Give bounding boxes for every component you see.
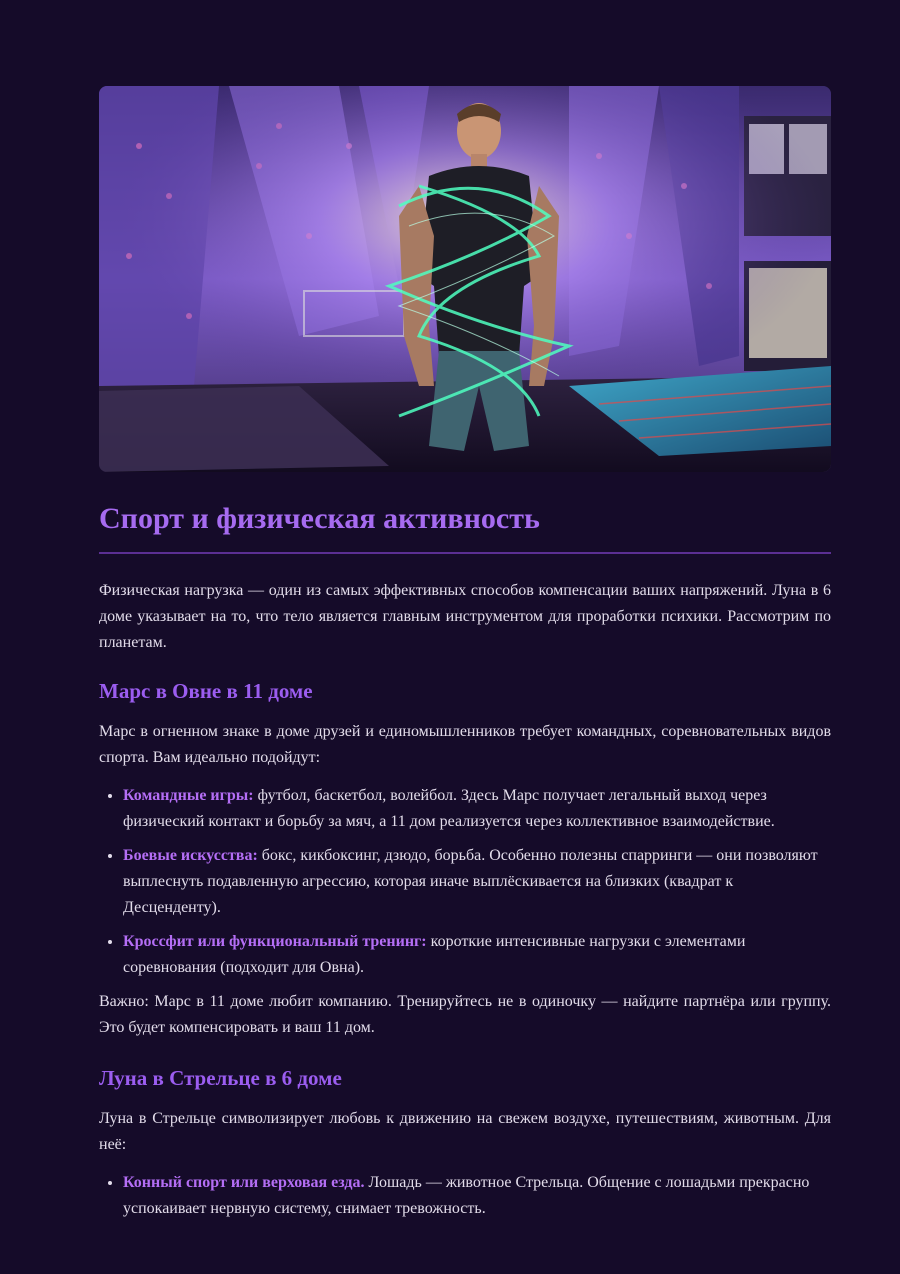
list-item: [123, 1170, 831, 1222]
list-item-text: бокс, кикбоксинг, дзюдо, борьба. Особенно полезны спарринги — они позволяют выплеснуть подавленную агрессию, которая иначе выплёскивается на близких (квадрат к Десценденту).: [123, 847, 818, 916]
list-item-term: Боевые искусства:: [123, 847, 258, 864]
list-item: [123, 783, 831, 835]
mars-lead-paragraph: Марс в огненном знаке в доме друзей и единомышленников требует командных, соревновательных видов спорта. Вам идеально подойдут:: [99, 723, 831, 766]
mars-note-paragraph: Важно: Марс в 11 доме любит компанию. Тренируйтесь не в одиночку — найдите партнёра или группу. Это будет компенсировать и ваш 11 дом.: [99, 993, 831, 1036]
mars-list: [99, 783, 831, 981]
list-item-text: Лошадь — животное Стрельца. Общение с лошадьми прекрасно успокаивает нервную систему, снимает тревожность.: [123, 1174, 810, 1217]
list-item-term: Кроссфит или функциональный тренинг:: [123, 933, 427, 950]
list-item: [123, 929, 831, 981]
section-heading-moon: Луна в Стрельце в 6 доме: [99, 1066, 342, 1090]
page-title: Спорт и физическая активность: [99, 500, 831, 554]
athlete-gym-illustration-icon: [99, 86, 831, 472]
list-item-text: короткие интенсивные нагрузки с элементами соревнования (подходит для Овна).: [123, 933, 746, 976]
list-item-term: Конный спорт или верховая езда.: [123, 1174, 365, 1191]
list-item: [123, 843, 831, 921]
moon-list: [99, 1170, 831, 1222]
section-heading-mars: Марс в Овне в 11 доме: [99, 679, 313, 703]
hero-image: [99, 86, 831, 472]
article: [99, 500, 831, 1230]
list-item-term: Командные игры:: [123, 787, 254, 804]
intro-paragraph: Физическая нагрузка — один из самых эффективных способов компенсации ваших напряжений. Луна в 6 доме указывает на то, что тело является главным инструментом для проработки психики. Рассмотрим по планетам.: [99, 582, 831, 651]
moon-lead-paragraph: Луна в Стрельце символизирует любовь к движению на свежем воздухе, путешествиям, животным. Для неё:: [99, 1110, 831, 1153]
list-item-text: футбол, баскетбол, волейбол. Здесь Марс получает легальный выход через физический контакт и борьбу за мяч, а 11 дом реализуется через коллективное взаимодействие.: [123, 787, 775, 830]
